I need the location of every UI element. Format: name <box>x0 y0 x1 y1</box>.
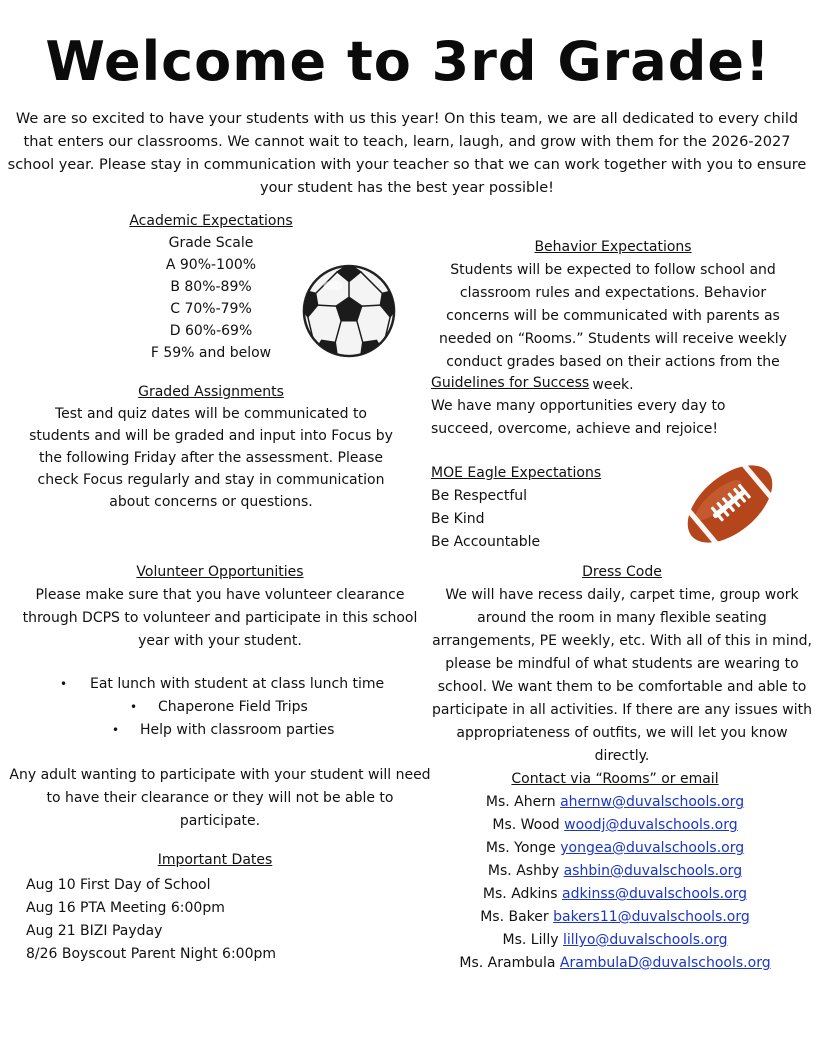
academic-title: Academic Expectations <box>129 213 293 229</box>
bullet-icon: • <box>60 677 68 691</box>
moe-title: MOE Eagle Expectations <box>431 465 602 481</box>
moe-item: Be Kind <box>431 511 485 527</box>
grade-f: F 59% and below <box>150 345 272 361</box>
email-link[interactable]: yongea@duvalschools.org <box>560 840 745 856</box>
grade-b: B 80%-89% <box>170 279 252 295</box>
contact-row <box>430 860 800 883</box>
behavior-text: Students will be expected to follow school and classroom rules and expectations. Behavior concerns will be communicated with parents as needed on “Rooms.” Students will receive weekly conduct grades based on their actions from the week. <box>439 262 787 393</box>
contact-name: Ms. Ashby <box>487 863 560 879</box>
contact-name: Ms. Arambula <box>459 955 556 971</box>
dates-title: Important Dates <box>157 852 273 868</box>
graded-text: Test and quiz dates will be communicated to students and will be graded and input into Focus by the following Friday after the assessment. Please check Focus regularly and stay in communication about concerns or questions. <box>29 406 393 510</box>
grade-scale-title: Grade Scale <box>168 235 254 251</box>
contact-row <box>430 883 800 906</box>
email-link[interactable]: adkinss@duvalschools.org <box>562 886 748 902</box>
list-item: • Chaperone Field Trips <box>60 696 420 719</box>
bullet-icon: • <box>130 700 138 714</box>
contact-name: Ms. Wood <box>492 817 560 833</box>
dates-list <box>26 874 326 966</box>
date-item: Aug 16 PTA Meeting 6:00pm <box>26 900 225 916</box>
moe-section <box>431 462 671 554</box>
page-title: Welcome to 3rd Grade! <box>45 30 771 93</box>
date-item: Aug 10 First Day of School <box>26 877 211 893</box>
moe-item: Be Accountable <box>431 534 541 550</box>
graded-title: Graded Assignments <box>138 384 284 400</box>
contact-name: Ms. Adkins <box>482 886 558 902</box>
contact-row <box>430 837 800 860</box>
contact-title: Contact via “Rooms” or email <box>511 771 719 787</box>
contact-row <box>430 929 800 952</box>
email-link[interactable]: ashbin@duvalschools.org <box>563 863 743 879</box>
grade-a: A 90%-100% <box>165 257 257 273</box>
contact-name: Ms. Lilly <box>502 932 559 948</box>
dress-text: We will have recess daily, carpet time, group work around the room in many flexible seating arrangements, PE weekly, etc. With all of this in mind, please be mindful of what students are wearing to school. We want them to be comfortable and able to participate in all activities. If there are any issues with appropriateness of outfits, we will let you know directly. <box>432 587 812 764</box>
contact-row <box>430 906 800 929</box>
intro-paragraph: We are so excited to have your students with us this year! On this team, we are all dedicated to every child that enters our classrooms. We cannot wait to teach, learn, laugh, and grow with them for the 2026-2027 school year. Please stay in communication with your teacher so that we can work together with you to ensure your student has the best year possible! <box>7 111 807 196</box>
football-icon <box>678 452 782 556</box>
guidelines-text: We have many opportunities every day to succeed, overcome, achieve and rejoice! <box>431 398 726 437</box>
contact-name: Ms. Baker <box>480 909 549 925</box>
date-item: Aug 21 BIZI Payday <box>26 923 163 939</box>
contact-row <box>430 952 800 975</box>
soccer-ball-icon <box>300 262 398 360</box>
bullet-icon: • <box>112 723 120 737</box>
email-link[interactable]: ahernw@duvalschools.org <box>560 794 745 810</box>
list-item: • Eat lunch with student at class lunch time <box>60 673 420 696</box>
list-item: • Help with classroom parties <box>60 719 420 742</box>
dress-section <box>428 561 816 768</box>
date-item: 8/26 Boyscout Parent Night 6:00pm <box>26 946 277 962</box>
email-link[interactable]: woodj@duvalschools.org <box>564 817 738 833</box>
email-link[interactable]: bakers11@duvalschools.org <box>553 909 750 925</box>
volunteer-list <box>60 673 420 742</box>
dress-title: Dress Code <box>582 564 662 580</box>
volunteer-section <box>10 561 430 653</box>
dates-title-wrap <box>100 852 330 868</box>
graded-section <box>28 381 394 513</box>
contact-section <box>430 768 800 975</box>
email-link[interactable]: ArambulaD@duvalschools.org <box>559 955 771 971</box>
volunteer-note: Any adult wanting to participate with your student will need to have their clearance or they will not be able to participate. <box>9 767 431 829</box>
guidelines-section <box>431 372 731 441</box>
contact-row <box>430 814 800 837</box>
contact-row <box>430 791 800 814</box>
moe-item: Be Respectful <box>431 488 528 504</box>
contact-name: Ms. Yonge <box>485 840 556 856</box>
grade-c: C 70%-79% <box>170 301 252 317</box>
contact-name: Ms. Ahern <box>485 794 556 810</box>
grade-d: D 60%-69% <box>169 323 253 339</box>
volunteer-text: Please make sure that you have volunteer clearance through DCPS to volunteer and participate in this school year with your student. <box>22 587 418 649</box>
email-link[interactable]: lillyo@duvalschools.org <box>562 932 728 948</box>
behavior-title: Behavior Expectations <box>534 239 692 255</box>
volunteer-title: Volunteer Opportunities <box>136 564 304 580</box>
guidelines-title: Guidelines for Success <box>431 375 590 391</box>
